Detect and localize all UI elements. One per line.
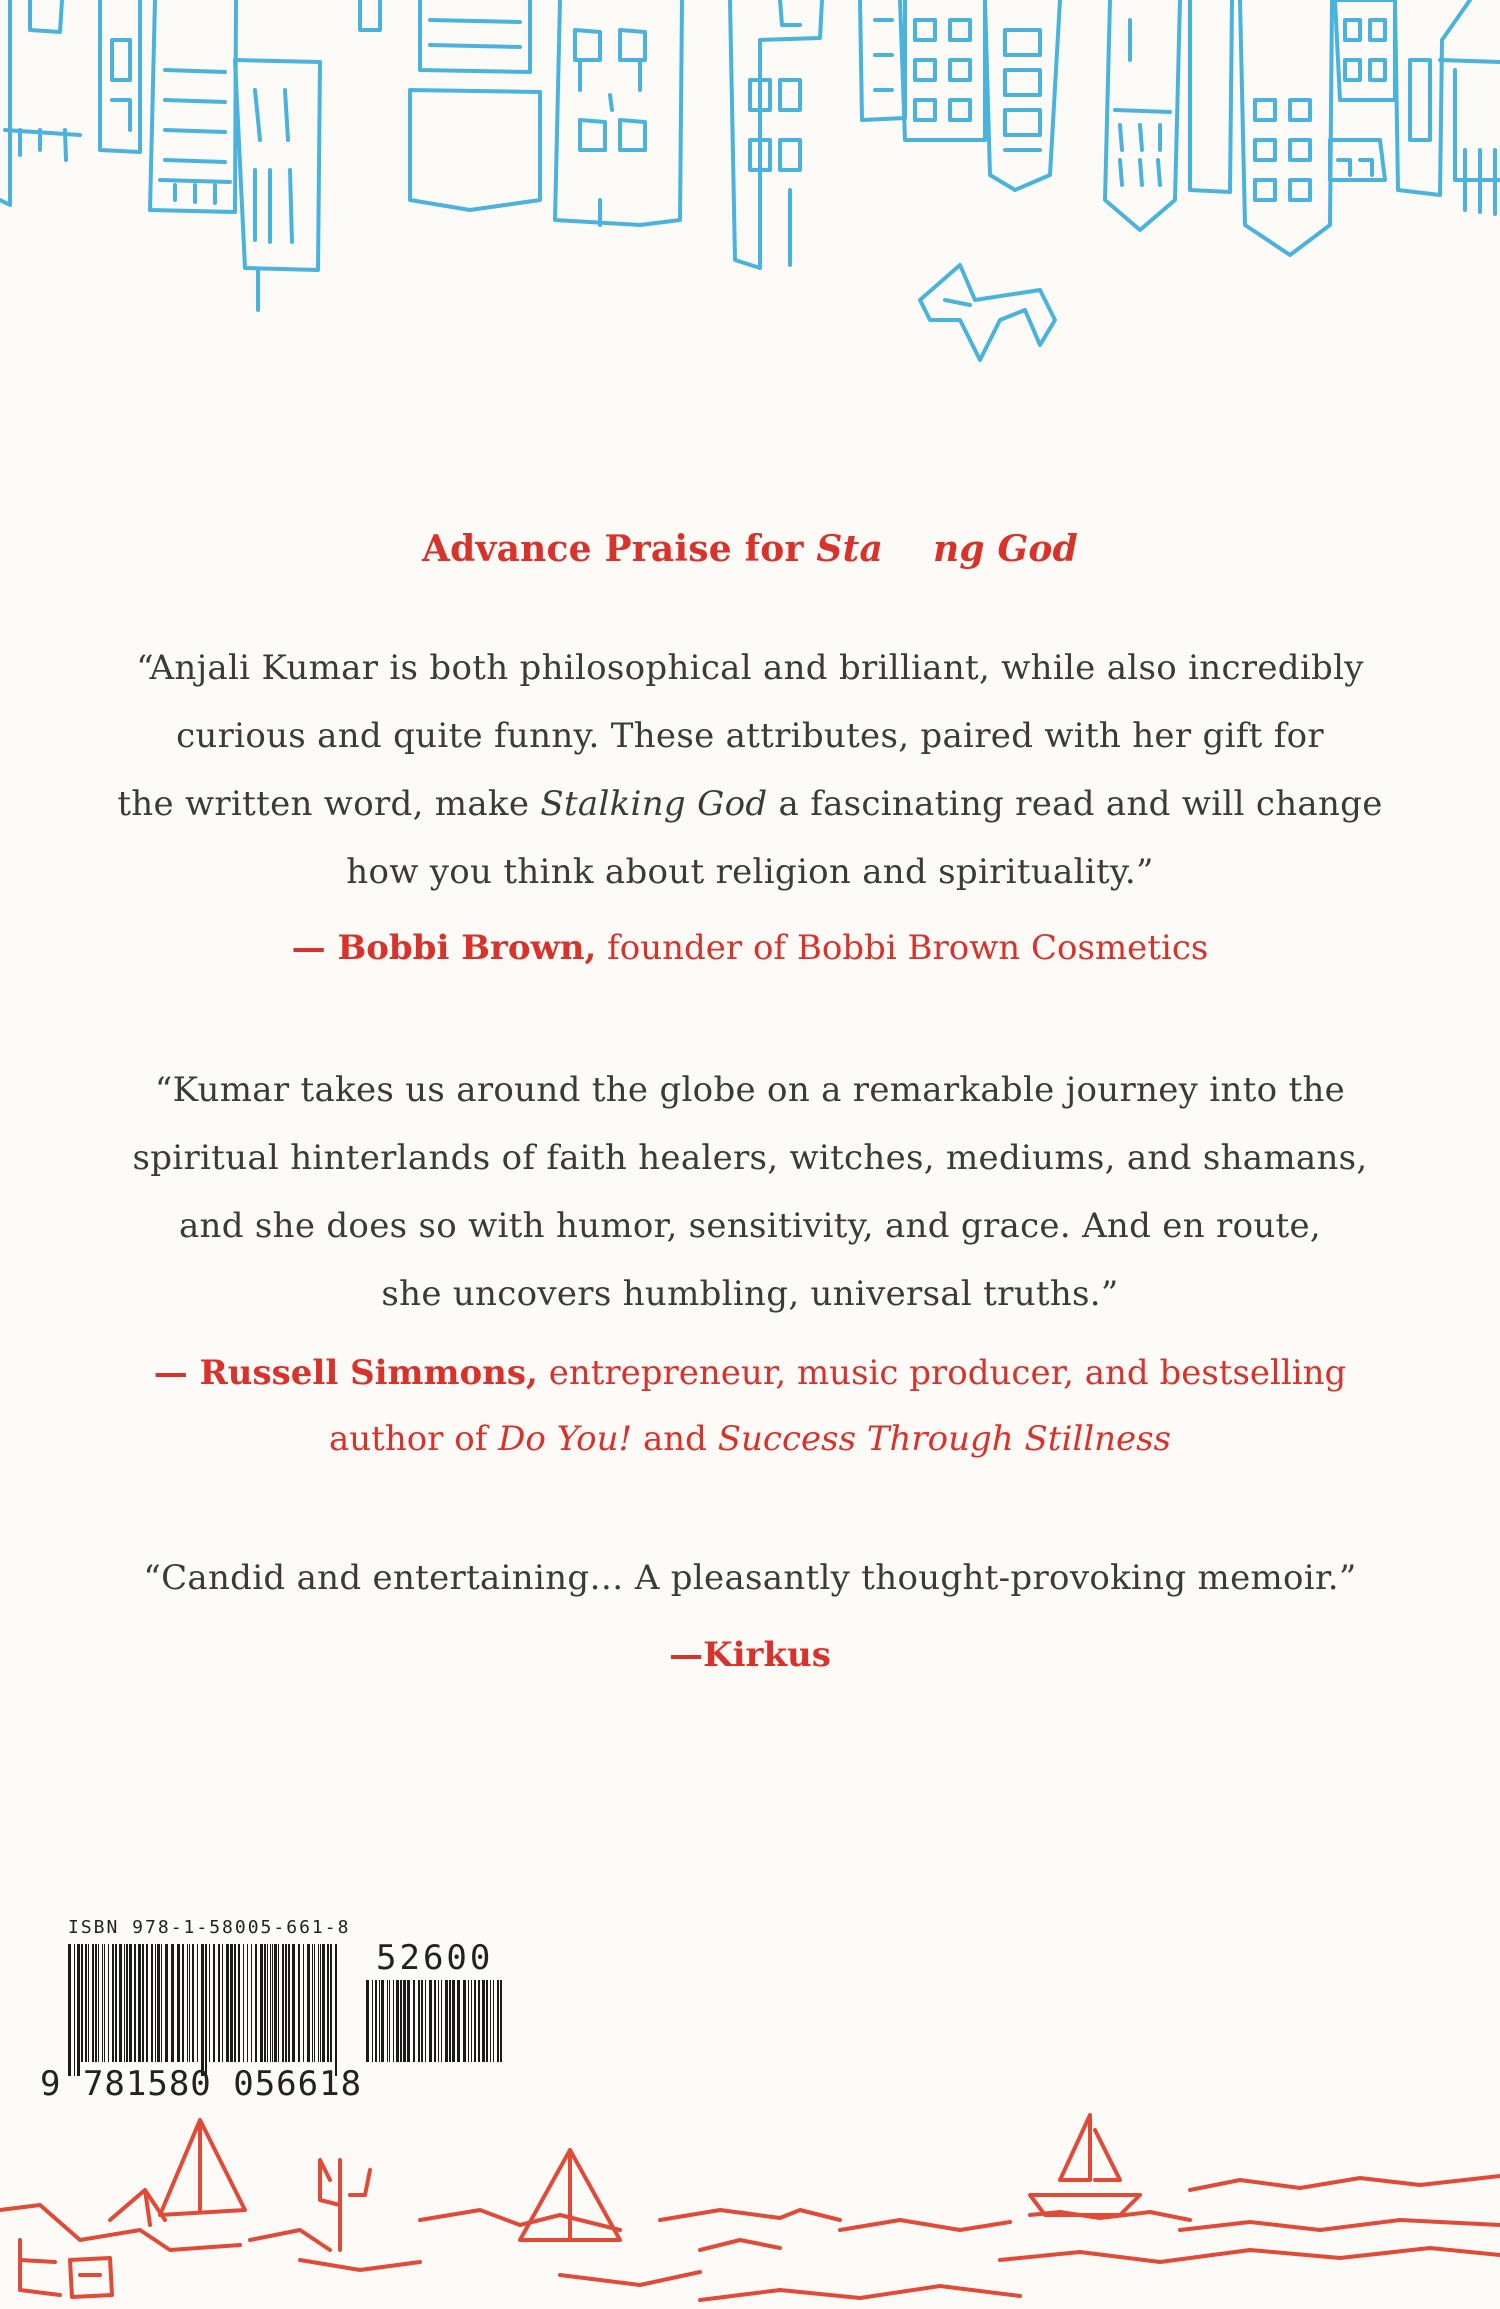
praise-heading-title-part1: Sta <box>816 528 883 570</box>
barcode-bar <box>165 1944 168 2062</box>
price-barcode <box>364 1980 504 2076</box>
barcode-bar <box>95 1944 97 2062</box>
barcode-bar <box>457 1980 460 2062</box>
quote-line: and she does so with humor, sensitivity, and grace. And en route, <box>178 1206 1322 1246</box>
attribution-detail: founder of Bobbi Brown Cosmetics <box>607 928 1209 968</box>
quote-line: the written word, make Stalking God a fascinating read and will change <box>117 784 1383 824</box>
barcode-bar <box>171 1944 174 2062</box>
barcode-bar <box>463 1980 466 2062</box>
barcode-bar <box>449 1980 451 2062</box>
barcode-bar <box>438 1980 439 2062</box>
barcode-bar <box>307 1944 310 2062</box>
barcode-bar <box>400 1980 402 2062</box>
barcode-bar <box>379 1980 380 2062</box>
attribution-name: — Bobbi Brown, <box>291 928 597 968</box>
barcode-bar <box>272 1944 273 2062</box>
barcode-bar <box>92 1944 94 2062</box>
barcode-bar <box>445 1980 448 2062</box>
city-skyline-sketch <box>0 0 1500 380</box>
praise-heading <box>0 528 1500 570</box>
barcode-bar <box>226 1944 229 2062</box>
barcode-bar <box>282 1944 284 2062</box>
barcode-bar <box>213 1944 215 2062</box>
barcode-bar <box>177 1944 180 2062</box>
quote-line: she uncovers humbling, universal truths.” <box>381 1274 1119 1314</box>
book-title-italic: Success Through Stillness <box>717 1419 1171 1459</box>
barcode-bar <box>189 1944 190 2062</box>
barcode-bar <box>255 1944 257 2062</box>
barcode-bar <box>68 1944 71 2076</box>
barcode-bar <box>478 1980 480 2062</box>
barcode-bar <box>85 1944 87 2062</box>
praise-attribution-3 <box>100 1622 1400 1688</box>
barcode-bar <box>126 1944 128 2062</box>
barcode-bar <box>247 1944 248 2062</box>
barcode-bar <box>218 1944 220 2062</box>
barcode-bar <box>155 1944 156 2062</box>
barcode-bar <box>182 1944 184 2062</box>
barcode-bar <box>421 1980 423 2062</box>
barcode-bar <box>425 1980 426 2062</box>
barcode-bar <box>318 1944 319 2062</box>
barcode-bar <box>387 1980 388 2062</box>
barcode-bar <box>389 1980 390 2062</box>
barcode-bar <box>157 1944 160 2062</box>
ean-barcode <box>66 1944 342 2076</box>
barcode-bar <box>251 1944 252 2062</box>
barcode-bar <box>452 1980 455 2062</box>
book-title-italic: Stalking God <box>540 784 768 824</box>
barcode-bar <box>320 1944 321 2062</box>
barcode-bar <box>161 1944 162 2062</box>
barcode-bar <box>88 1944 89 2062</box>
barcode-bar <box>292 1944 295 2062</box>
barcode-bar <box>77 1944 80 2076</box>
barcode-bar <box>322 1944 325 2062</box>
barcode-bar <box>403 1980 406 2062</box>
barcode-bar <box>134 1944 136 2062</box>
barcode-bar <box>497 1980 499 2062</box>
barcode-bar <box>471 1980 472 2062</box>
barcode-bar <box>124 1944 125 2062</box>
barcode-bar <box>209 1944 210 2062</box>
barcode-bar <box>115 1944 117 2062</box>
book-title-italic: Do You! <box>498 1419 633 1459</box>
barcode-bar <box>119 1944 122 2062</box>
barcode-bar <box>298 1944 300 2062</box>
barcode-bar <box>330 1944 332 2062</box>
quote-line: “Anjali Kumar is both philosophical and brilliant, while also incredibly <box>136 648 1364 688</box>
barcode-bar <box>396 1980 399 2062</box>
praise-quote-2 <box>100 1056 1400 1328</box>
barcode-bar <box>267 1944 268 2062</box>
barcode-bar <box>381 1980 384 2062</box>
attribution-detail: entrepreneur, music producer, and bestselling <box>548 1353 1347 1393</box>
barcode-bar <box>441 1980 442 2062</box>
barcode-bar <box>486 1980 488 2062</box>
praise-heading-title-part2: ng God <box>932 528 1078 570</box>
barcode-bar <box>493 1980 494 2062</box>
praise-quote-3 <box>100 1544 1400 1612</box>
barcode-bar <box>288 1944 290 2062</box>
praise-attribution-1 <box>100 915 1400 981</box>
quote-line: “Candid and entertaining… A pleasantly thought-provoking memoir.” <box>143 1558 1357 1598</box>
isbn-label: ISBN 978-1-58005-661-8 <box>68 1917 351 1938</box>
quote-line: “Kumar takes us around the globe on a remarkable journey into the <box>154 1070 1346 1110</box>
attribution-name: — Russell Simmons, <box>153 1353 538 1393</box>
barcode-bar <box>375 1980 377 2062</box>
barcode-bar <box>108 1944 109 2062</box>
barcode-bar <box>104 1944 105 2062</box>
barcode-bar <box>327 1944 329 2062</box>
quote-line: spiritual hinterlands of faith healers, witches, mediums, and shamans, <box>132 1138 1368 1178</box>
barcode-bar <box>285 1944 287 2062</box>
barcode-bar <box>434 1980 436 2062</box>
barcode-bar <box>278 1944 279 2062</box>
barcode-bar <box>222 1944 223 2062</box>
barcode-bar <box>260 1944 263 2062</box>
barcode-bar <box>314 1944 315 2062</box>
praise-heading-prefix: Advance Praise for <box>421 528 804 570</box>
quote-line: curious and quite funny. These attributes, paired with her gift for <box>176 716 1324 756</box>
barcode-bar <box>205 1944 207 2076</box>
desert-sea-sketch <box>0 2100 1500 2309</box>
barcode-bar <box>482 1980 485 2062</box>
barcode-bar <box>234 1944 236 2062</box>
barcode-bar <box>274 1944 277 2062</box>
barcode-bar <box>230 1944 233 2062</box>
barcode-bar <box>500 1980 502 2062</box>
barcode-bar <box>146 1944 148 2062</box>
barcode-bar <box>238 1944 240 2062</box>
quote-line: how you think about religion and spirituality.” <box>346 852 1154 892</box>
ean-digits: 9 781580 056618 <box>40 2064 363 2104</box>
barcode-bar <box>366 1980 369 2062</box>
praise-quote-1 <box>100 634 1400 906</box>
barcode-bar <box>372 1980 373 2062</box>
barcode-bar <box>429 1980 432 2062</box>
barcode-bar <box>335 1944 337 2076</box>
barcode-bar <box>151 1944 153 2062</box>
barcode-bar <box>468 1980 469 2062</box>
barcode-bar <box>142 1944 144 2062</box>
barcode-bar <box>201 1944 204 2076</box>
barcode-bar <box>129 1944 132 2062</box>
barcode-bar <box>303 1944 304 2062</box>
barcode-bar <box>192 1944 194 2062</box>
barcode-bar <box>264 1944 266 2062</box>
barcode-bar <box>312 1944 313 2062</box>
barcode-bar <box>138 1944 141 2062</box>
barcode-bar <box>393 1980 394 2062</box>
barcode-bar <box>74 1944 75 2076</box>
barcode-bar <box>187 1944 188 2062</box>
barcode-bar <box>270 1944 271 2062</box>
barcode-bar <box>98 1944 99 2062</box>
barcode-bar <box>490 1980 491 2062</box>
barcode-bar <box>474 1980 476 2062</box>
barcode-bar <box>413 1980 415 2062</box>
barcode-bar <box>112 1944 114 2062</box>
barcode-bar <box>407 1980 410 2062</box>
attribution-name: —Kirkus <box>669 1635 831 1675</box>
barcode-bar <box>418 1980 420 2062</box>
barcode-bar <box>197 1944 198 2062</box>
barcode-bar <box>243 1944 244 2062</box>
barcode-bar <box>81 1944 83 2062</box>
barcode-bar <box>102 1944 103 2062</box>
price-code: 52600 <box>376 1938 494 1978</box>
praise-attribution-2: — Russell Simmons, entrepreneur, music producer, and bestselling author of Do You! and Success Through Stillness <box>153 1353 1347 1459</box>
